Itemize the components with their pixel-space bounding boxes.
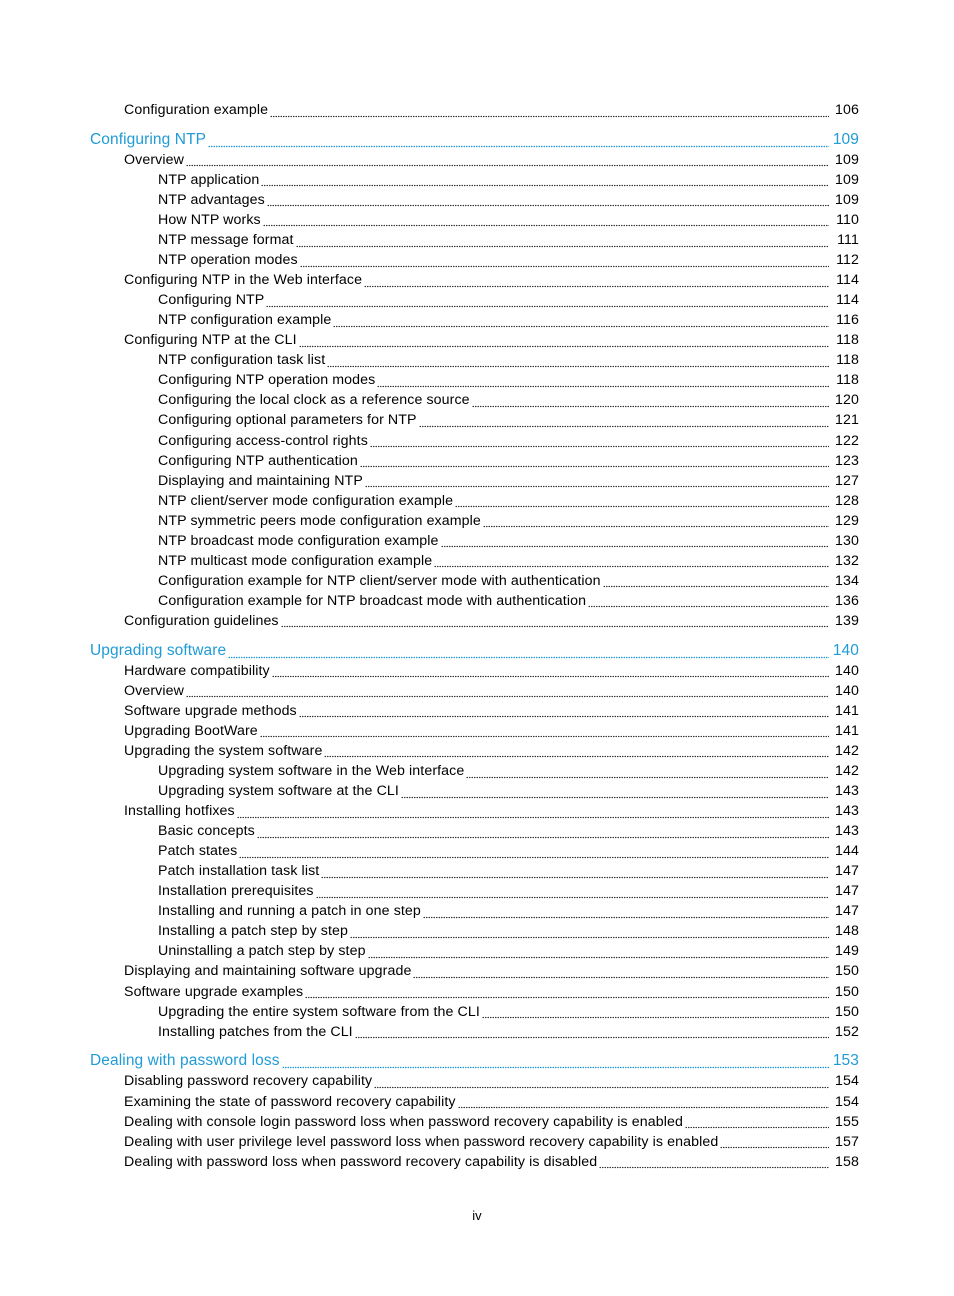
toc-entry-page: 118 — [836, 332, 859, 349]
toc-entry-title: NTP message format — [158, 232, 294, 249]
dot-leader — [603, 571, 829, 591]
dot-leader — [281, 611, 829, 631]
toc-entry-title: Installing patches from the CLI — [158, 1023, 353, 1040]
toc-entry-page: 153 — [832, 1052, 859, 1070]
toc-entry-title: Patch installation task list — [158, 863, 320, 880]
toc-entry[interactable] — [0, 1022, 954, 1042]
dot-leader — [321, 861, 829, 881]
dot-leader — [257, 821, 829, 841]
dot-leader — [419, 410, 829, 430]
toc-entry-page: 143 — [835, 783, 859, 800]
table-of-contents — [0, 100, 954, 1172]
dot-leader — [685, 1112, 829, 1132]
toc-entry[interactable] — [0, 701, 954, 721]
toc-entry-page: 140 — [835, 662, 859, 679]
toc-entry-page: 106 — [835, 102, 859, 118]
toc-entry-page: 140 — [832, 641, 859, 659]
toc-entry[interactable] — [0, 611, 954, 631]
toc-entry-title: Patch states — [158, 843, 238, 860]
toc-entry[interactable] — [0, 290, 954, 310]
toc-entry[interactable] — [0, 390, 954, 410]
toc-entry[interactable] — [0, 901, 954, 921]
toc-entry-page: 140 — [835, 682, 859, 699]
dot-leader — [458, 1092, 829, 1112]
toc-entry-title: Hardware compatibility — [124, 662, 270, 679]
toc-chapter-entry[interactable] — [0, 1051, 954, 1071]
toc-entry[interactable] — [0, 741, 954, 761]
dot-leader — [377, 370, 829, 390]
toc-entry-page: 109 — [835, 151, 859, 168]
dot-leader — [368, 941, 829, 961]
toc-entry-page: 147 — [835, 863, 859, 880]
toc-entry[interactable] — [0, 861, 954, 881]
toc-entry[interactable] — [0, 511, 954, 531]
toc-entry-title: NTP client/server mode configuration example — [158, 492, 454, 509]
toc-entry[interactable] — [0, 921, 954, 941]
toc-entry-page: 114 — [836, 292, 859, 309]
toc-entry-title: Installing a patch step by step — [158, 923, 349, 940]
toc-entry-title: Configuring access-control rights — [158, 432, 368, 449]
toc-entry[interactable] — [0, 571, 954, 591]
toc-entry-page: 150 — [835, 1003, 859, 1020]
toc-entry[interactable] — [0, 531, 954, 551]
toc-entry-title: Configuring NTP at the CLI — [124, 332, 297, 349]
toc-entry-title: Examining the state of password recovery capability — [124, 1093, 456, 1110]
toc-entry[interactable] — [0, 1152, 954, 1172]
dot-leader — [186, 150, 829, 170]
toc-entry-title: Dealing with password loss — [90, 1052, 280, 1070]
dot-leader — [441, 531, 829, 551]
dot-leader — [299, 701, 829, 721]
dot-leader — [237, 801, 829, 821]
toc-entry[interactable] — [0, 961, 954, 981]
toc-entry-page: 148 — [835, 923, 859, 940]
dot-leader — [483, 511, 829, 531]
toc-entry-title: NTP configuration example — [158, 312, 332, 329]
toc-entry-title: Displaying and maintaining NTP — [158, 472, 363, 489]
toc-entry[interactable] — [0, 210, 954, 230]
toc-entry-page: 132 — [835, 552, 859, 569]
toc-entry[interactable] — [0, 230, 954, 250]
toc-chapter-entry[interactable] — [0, 130, 954, 150]
toc-entry-page: 157 — [835, 1133, 859, 1150]
toc-entry-title: Configuration example — [124, 102, 269, 118]
dot-leader — [266, 290, 829, 310]
dot-leader — [374, 1071, 829, 1091]
toc-entry-page: 143 — [835, 803, 859, 820]
toc-entry-page: 109 — [835, 191, 859, 208]
dot-leader — [455, 491, 829, 511]
toc-entry-title: Dealing with user privilege level password loss when password recovery capability is enabled — [124, 1133, 719, 1150]
toc-entry-page: 122 — [835, 432, 859, 449]
toc-entry[interactable] — [0, 551, 954, 571]
toc-entry[interactable] — [0, 801, 954, 821]
dot-leader — [482, 1002, 829, 1022]
toc-entry[interactable] — [0, 250, 954, 270]
toc-entry-page: 141 — [835, 722, 859, 739]
toc-entry-page: 130 — [835, 532, 859, 549]
toc-entry-page: 155 — [835, 1113, 859, 1130]
dot-leader — [260, 721, 829, 741]
page-number: iv — [472, 1208, 482, 1223]
toc-entry-title: Software upgrade methods — [124, 702, 297, 719]
dot-leader — [208, 130, 829, 150]
toc-entry-page: 144 — [835, 843, 859, 860]
dot-leader — [324, 741, 829, 761]
dot-leader — [239, 841, 829, 861]
toc-entry-title: Overview — [124, 682, 184, 699]
toc-entry-title: Configuration guidelines — [124, 612, 279, 629]
dot-leader — [370, 431, 829, 451]
toc-entry[interactable] — [0, 591, 954, 611]
toc-entry-title: Upgrading BootWare — [124, 722, 258, 739]
dot-leader — [423, 901, 829, 921]
dot-leader — [228, 641, 829, 661]
toc-entry-page: 142 — [835, 763, 859, 779]
toc-entry-page: 147 — [835, 883, 859, 900]
toc-entry-title: Dealing with console login password loss when password recovery capability is enabled — [124, 1113, 683, 1130]
toc-entry[interactable] — [0, 761, 954, 781]
toc-entry-title: Overview — [124, 151, 184, 168]
toc-entry-title: NTP broadcast mode configuration example — [158, 532, 439, 549]
dot-leader — [186, 681, 829, 701]
dot-leader — [261, 170, 829, 190]
toc-entry[interactable] — [0, 941, 954, 961]
dot-leader — [333, 310, 829, 330]
toc-entry[interactable] — [0, 681, 954, 701]
dot-leader — [300, 250, 829, 270]
toc-entry-title: NTP operation modes — [158, 252, 298, 269]
toc-entry[interactable] — [0, 410, 954, 430]
toc-entry[interactable] — [0, 190, 954, 210]
dot-leader — [355, 1022, 829, 1042]
toc-entry-page: 154 — [835, 1093, 859, 1110]
toc-entry-page: 150 — [835, 983, 859, 1000]
toc-entry-title: Configuring NTP in the Web interface — [124, 272, 363, 289]
toc-entry[interactable] — [0, 821, 954, 841]
dot-leader — [364, 270, 829, 290]
toc-entry-page: 154 — [835, 1073, 859, 1090]
toc-entry[interactable] — [0, 1002, 954, 1022]
toc-entry-title: Configuring NTP operation modes — [158, 372, 376, 389]
toc-entry-page: 129 — [835, 512, 859, 529]
toc-entry-page: 149 — [835, 943, 859, 960]
toc-entry-title: Installing and running a patch in one step — [158, 903, 421, 920]
toc-entry[interactable] — [0, 350, 954, 370]
toc-entry-title: Configuring the local clock as a reference source — [158, 392, 470, 409]
toc-entry-page: 142 — [835, 742, 859, 759]
toc-entry[interactable] — [0, 1132, 954, 1152]
toc-entry-title: Upgrading the entire system software from the CLI — [158, 1003, 480, 1020]
toc-entry-title: Upgrading software — [90, 641, 227, 659]
dot-leader — [272, 661, 829, 681]
dot-leader — [267, 190, 829, 210]
dot-leader — [299, 330, 829, 350]
toc-entry[interactable] — [0, 431, 954, 451]
toc-entry-page: 158 — [835, 1153, 859, 1170]
toc-entry[interactable] — [0, 310, 954, 330]
dot-leader — [305, 982, 829, 1002]
toc-entry[interactable] — [0, 881, 954, 901]
toc-entry-title: Uninstalling a patch step by step — [158, 943, 366, 960]
toc-entry-page: 118 — [836, 352, 859, 369]
toc-entry-page: 114 — [836, 272, 859, 289]
toc-entry[interactable] — [0, 270, 954, 290]
toc-entry[interactable] — [0, 1092, 954, 1112]
toc-entry-page: 139 — [835, 612, 859, 629]
toc-entry[interactable] — [0, 841, 954, 861]
dot-leader — [472, 390, 829, 410]
toc-entry-page: 141 — [835, 702, 859, 719]
dot-leader — [327, 350, 829, 370]
toc-entry-title: NTP configuration task list — [158, 352, 326, 369]
toc-entry[interactable] — [0, 491, 954, 511]
toc-entry-page: 109 — [835, 171, 859, 188]
toc-entry-title: Installing hotfixes — [124, 803, 235, 820]
toc-entry-title: Configuring NTP — [90, 130, 207, 148]
toc-entry-title: Displaying and maintaining software upgrade — [124, 963, 412, 980]
toc-entry-page: 109 — [832, 130, 859, 148]
dot-leader — [316, 881, 829, 901]
dot-leader — [599, 1152, 829, 1172]
toc-entry-page: 128 — [835, 492, 859, 509]
dot-leader — [360, 451, 829, 471]
toc-entry-page: 112 — [836, 252, 859, 269]
toc-entry-page: 152 — [835, 1023, 859, 1040]
toc-entry-page: 116 — [836, 312, 859, 329]
toc-entry[interactable] — [0, 150, 954, 170]
toc-entry-title: Configuration example for NTP client/server mode with authentication — [158, 572, 601, 589]
toc-entry-page: 120 — [835, 392, 859, 409]
dot-leader — [720, 1132, 829, 1152]
dot-leader — [413, 961, 829, 981]
dot-leader — [434, 551, 829, 571]
toc-entry-page: 123 — [835, 452, 859, 469]
toc-entry-title: NTP symmetric peers mode configuration example — [158, 512, 481, 529]
toc-entry-page: 121 — [835, 412, 859, 429]
toc-entry-title: Upgrading system software at the CLI — [158, 783, 399, 800]
toc-entry-page: 110 — [836, 211, 859, 228]
toc-entry[interactable] — [0, 100, 954, 120]
toc-entry-title: NTP application — [158, 171, 260, 188]
dot-leader — [466, 761, 829, 781]
toc-entry[interactable] — [0, 661, 954, 681]
toc-entry-page: 134 — [835, 572, 859, 589]
toc-entry-title: NTP multicast mode configuration example — [158, 552, 433, 569]
toc-entry[interactable] — [0, 370, 954, 390]
toc-entry-title: Software upgrade examples — [124, 983, 304, 1000]
dot-leader — [365, 471, 829, 491]
toc-entry-page: 136 — [835, 592, 859, 609]
toc-entry-title: Installation prerequisites — [158, 883, 314, 900]
toc-entry[interactable] — [0, 330, 954, 350]
dot-leader — [263, 210, 829, 230]
toc-entry-title: NTP advantages — [158, 191, 265, 208]
toc-entry-page: 143 — [835, 823, 859, 840]
toc-entry-title: Configuring optional parameters for NTP — [158, 412, 417, 429]
toc-entry-page: 150 — [835, 963, 859, 980]
toc-entry[interactable] — [0, 471, 954, 491]
toc-entry-title: Configuring NTP — [158, 292, 265, 309]
toc-entry-title: Configuration example for NTP broadcast mode with authentication — [158, 592, 587, 609]
toc-entry[interactable] — [0, 721, 954, 741]
toc-entry-title: Upgrading system software in the Web interface — [158, 763, 465, 779]
toc-entry-page: 147 — [835, 903, 859, 920]
toc-chapter-entry[interactable] — [0, 641, 954, 661]
toc-entry[interactable] — [0, 451, 954, 471]
dot-leader — [270, 100, 829, 120]
toc-entry[interactable] — [0, 170, 954, 190]
toc-entry-page: 127 — [835, 472, 859, 489]
toc-entry-title: Disabling password recovery capability — [124, 1073, 373, 1090]
dot-leader — [350, 921, 829, 941]
toc-entry-title: Configuring NTP authentication — [158, 452, 358, 469]
dot-leader — [296, 230, 829, 250]
toc-entry[interactable] — [0, 982, 954, 1002]
toc-entry[interactable] — [0, 1112, 954, 1132]
toc-entry[interactable] — [0, 781, 954, 801]
toc-entry-page: 111 — [837, 232, 859, 249]
dot-leader — [588, 591, 829, 611]
dot-leader — [282, 1051, 829, 1071]
toc-entry-title: Upgrading the system software — [124, 742, 323, 759]
toc-entry-title: Basic concepts — [158, 823, 255, 840]
toc-entry[interactable] — [0, 1071, 954, 1091]
toc-entry-title: Dealing with password loss when password recovery capability is disabled — [124, 1153, 598, 1170]
toc-entry-title: How NTP works — [158, 211, 261, 228]
toc-entry-page: 118 — [836, 372, 859, 389]
dot-leader — [401, 781, 829, 801]
